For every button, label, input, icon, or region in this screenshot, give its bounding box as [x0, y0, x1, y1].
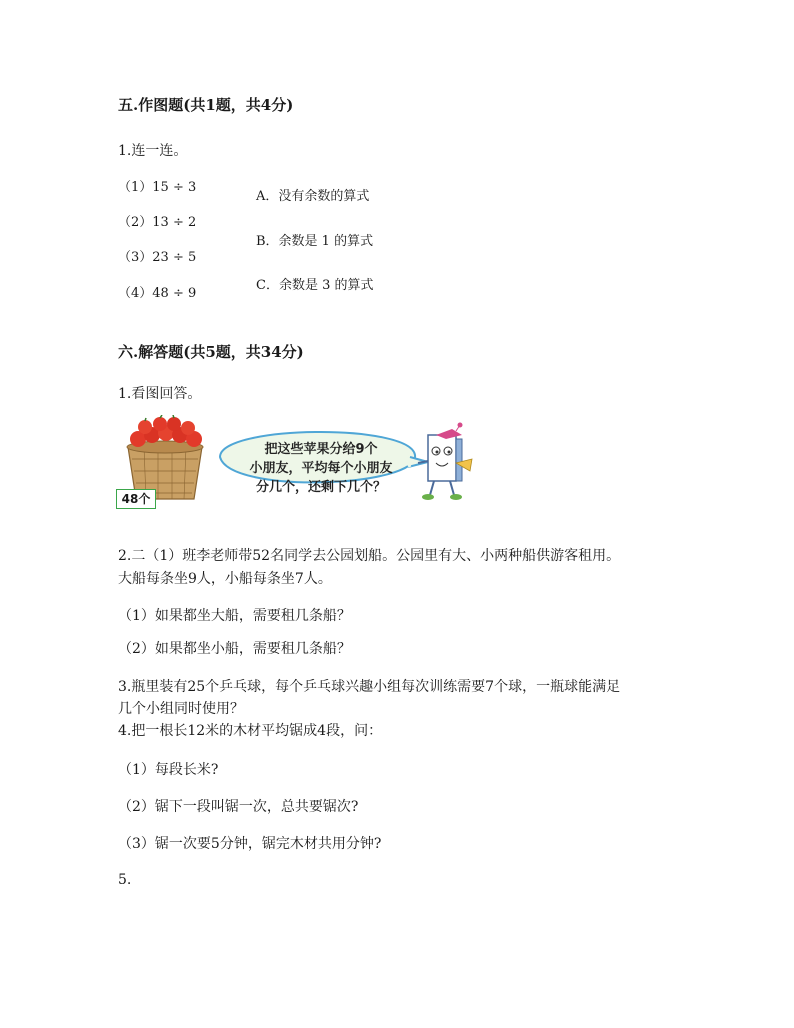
- q2-line-2: 大船每条坐9人，小船每条坐7人。: [118, 571, 332, 587]
- book-character-icon: [418, 423, 472, 501]
- bubble-line-3: 分几个，还剩下几个？: [255, 480, 386, 495]
- q3-line-1: 3.瓶里装有25个乒乓球，每个乒乓球兴趣小组每次训练需要7个球，一瓶球能满足: [118, 679, 621, 695]
- match-left-item-1: （1）15 ÷ 3: [118, 180, 197, 195]
- section5-q1-title: 1.连一连。: [118, 143, 188, 159]
- q4-sub-1: （1）每段长米?: [118, 762, 219, 778]
- section5-title: 五.作图题(共1题，共4分): [118, 96, 294, 114]
- bubble-line-2: 小朋友，平均每个小朋友: [249, 461, 393, 476]
- match-right-item-b: B．余数是 1 的算式: [256, 234, 374, 249]
- match-left-item-4: （4）48 ÷ 9: [118, 286, 197, 301]
- q2-line-1: 2.二（1）班李老师带52名同学去公园划船。公园里有大、小两种船供游客租用。: [118, 548, 621, 564]
- bubble-line-1: 把这些苹果分给9个: [264, 442, 378, 457]
- section6-q1-title: 1.看图回答。: [118, 386, 202, 402]
- q3-line-2: 几个小组同时使用？: [118, 701, 244, 717]
- basket-count-label: 48个: [116, 489, 156, 509]
- match-right-item-c: C．余数是 3 的算式: [256, 278, 374, 293]
- q4-sub-3: （3）锯一次要5分钟，锯完木材共用分钟?: [118, 836, 382, 852]
- section6-title: 六.解答题(共5题，共34分): [118, 343, 304, 361]
- q5-number: 5.: [118, 872, 132, 888]
- q2-sub-2: （2）如果都坐小船，需要租几条船？: [118, 641, 351, 657]
- speech-bubble-text: [226, 440, 416, 497]
- match-left-item-3: （3）23 ÷ 5: [118, 250, 197, 265]
- match-right-item-a: A．没有余数的算式: [256, 189, 370, 204]
- match-left-item-2: （2）13 ÷ 2: [118, 215, 197, 230]
- q4-line-1: 4.把一根长12米的木材平均锯成4段，问：: [118, 723, 383, 739]
- q2-sub-1: （1）如果都坐大船，需要租几条船？: [118, 608, 351, 624]
- q4-sub-2: （2）锯下一段叫锯一次，总共要锯次?: [118, 799, 359, 815]
